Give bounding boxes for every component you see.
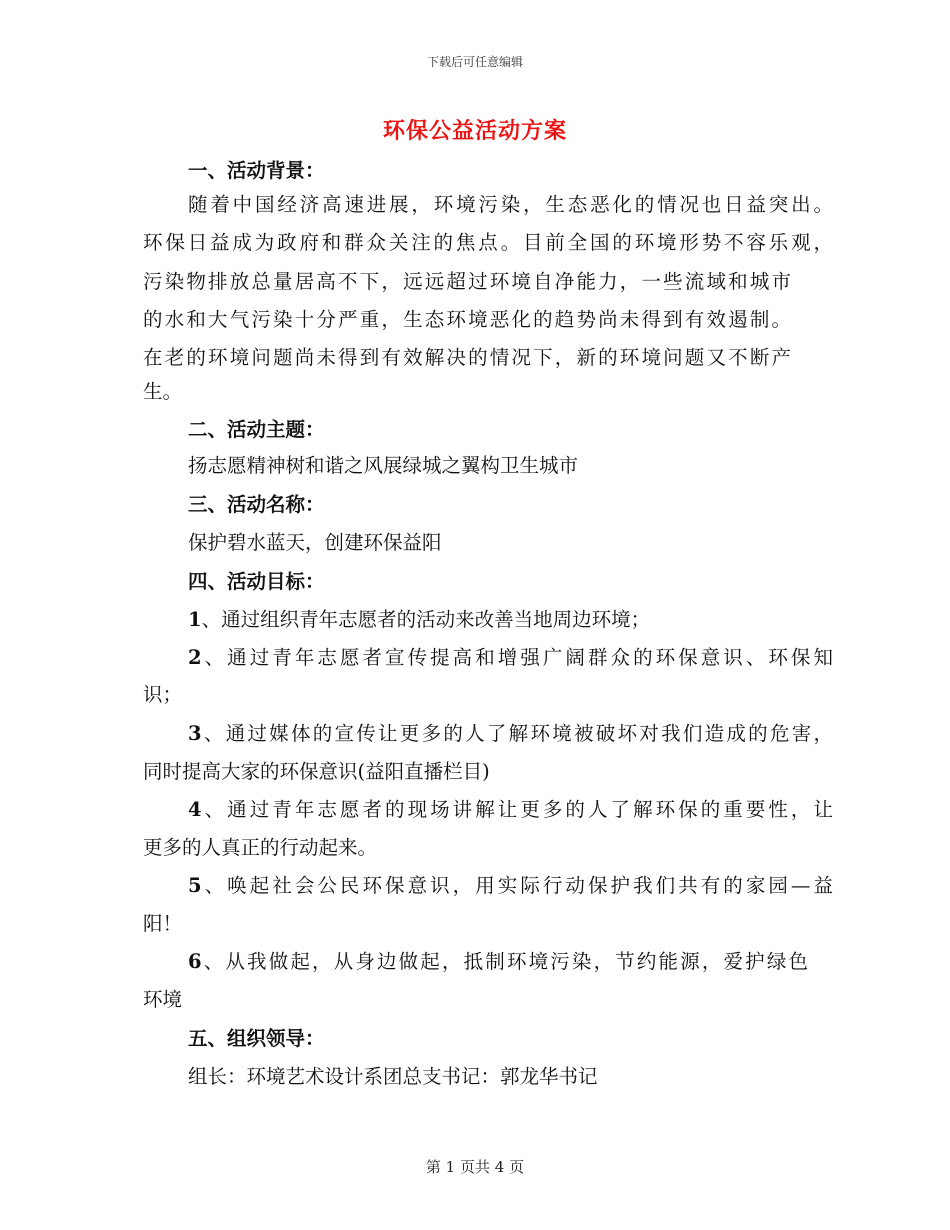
page-header: 下载后可任意编辑 xyxy=(426,55,523,69)
section-heading-goals: 四、活动目标： xyxy=(188,570,325,593)
section-heading-theme: 二、活动主题： xyxy=(188,418,325,441)
section-heading-leadership: 五、组织领导： xyxy=(188,1027,325,1050)
goal-text: 、通过青年志愿者宣传提高和增强广阔群众的环保意识、环保知 xyxy=(201,646,833,669)
paragraph-line: 污染物排放总量居高不下，远远超过环境自净能力，一些流域和城市 xyxy=(143,270,791,293)
goal-item xyxy=(188,947,808,977)
goal-continuation: 同时提高大家的环保意识(益阳直播栏目) xyxy=(143,760,490,783)
goal-number: 6 xyxy=(188,950,202,973)
goal-item xyxy=(188,719,833,749)
goal-text: 、唤起社会公民环保意识，用实际行动保护我们共有的家园—益 xyxy=(201,874,833,897)
goal-continuation: 阳！ xyxy=(143,912,183,935)
goal-number: 3 xyxy=(188,722,202,745)
goal-number: 1 xyxy=(188,608,202,631)
goal-text: 、通过青年志愿者的现场讲解让更多的人了解环保的重要性，让 xyxy=(201,798,833,821)
goal-text: 、从我做起，从身边做起，抵制环境污染，节约能源，爱护绿色 xyxy=(201,950,808,973)
goal-continuation: 更多的人真正的行动起来。 xyxy=(143,836,378,859)
goal-number: 5 xyxy=(188,874,202,897)
goal-text: 、通过媒体的宣传让更多的人了解环境被破坏对我们造成的危害， xyxy=(201,722,833,745)
goal-item xyxy=(188,795,833,825)
paragraph-line: 随着中国经济高速进展，环境污染，生态恶化的情况也日益突出。 xyxy=(188,193,833,216)
goal-number: 2 xyxy=(188,646,202,669)
section-heading-background: 一、活动背景： xyxy=(188,159,325,182)
goal-text: 、通过组织青年志愿者的活动来改善当地周边环境； xyxy=(201,608,651,631)
goal-number: 4 xyxy=(188,798,202,821)
paragraph-line: 环保日益成为政府和群众关注的焦点。目前全国的环境形势不容乐观， xyxy=(143,231,833,254)
goal-continuation: 识； xyxy=(143,683,183,706)
paragraph-line: 的水和大气污染十分严重，生态环境恶化的趋势尚未得到有效遏制。 xyxy=(143,308,791,331)
document-title: 环保公益活动方案 xyxy=(382,118,567,144)
paragraph-line: 生。 xyxy=(143,380,183,403)
goal-item xyxy=(188,605,833,635)
leadership-text: 组长：环境艺术设计系团总支书记：郭龙华书记 xyxy=(188,1065,598,1088)
section-heading-name: 三、活动名称： xyxy=(188,493,325,516)
goal-item xyxy=(188,643,833,673)
theme-text: 扬志愿精神树和谐之风展绿城之翼构卫生城市 xyxy=(188,454,579,477)
goal-continuation: 环境 xyxy=(143,988,183,1011)
page-footer: 第 1 页共 4 页 xyxy=(425,1158,525,1176)
goal-item xyxy=(188,871,833,901)
activity-name-text: 保护碧水蓝天，创建环保益阳 xyxy=(188,531,442,554)
paragraph-line: 在老的环境问题尚未得到有效解决的情况下，新的环境问题又不断产 xyxy=(143,346,791,369)
